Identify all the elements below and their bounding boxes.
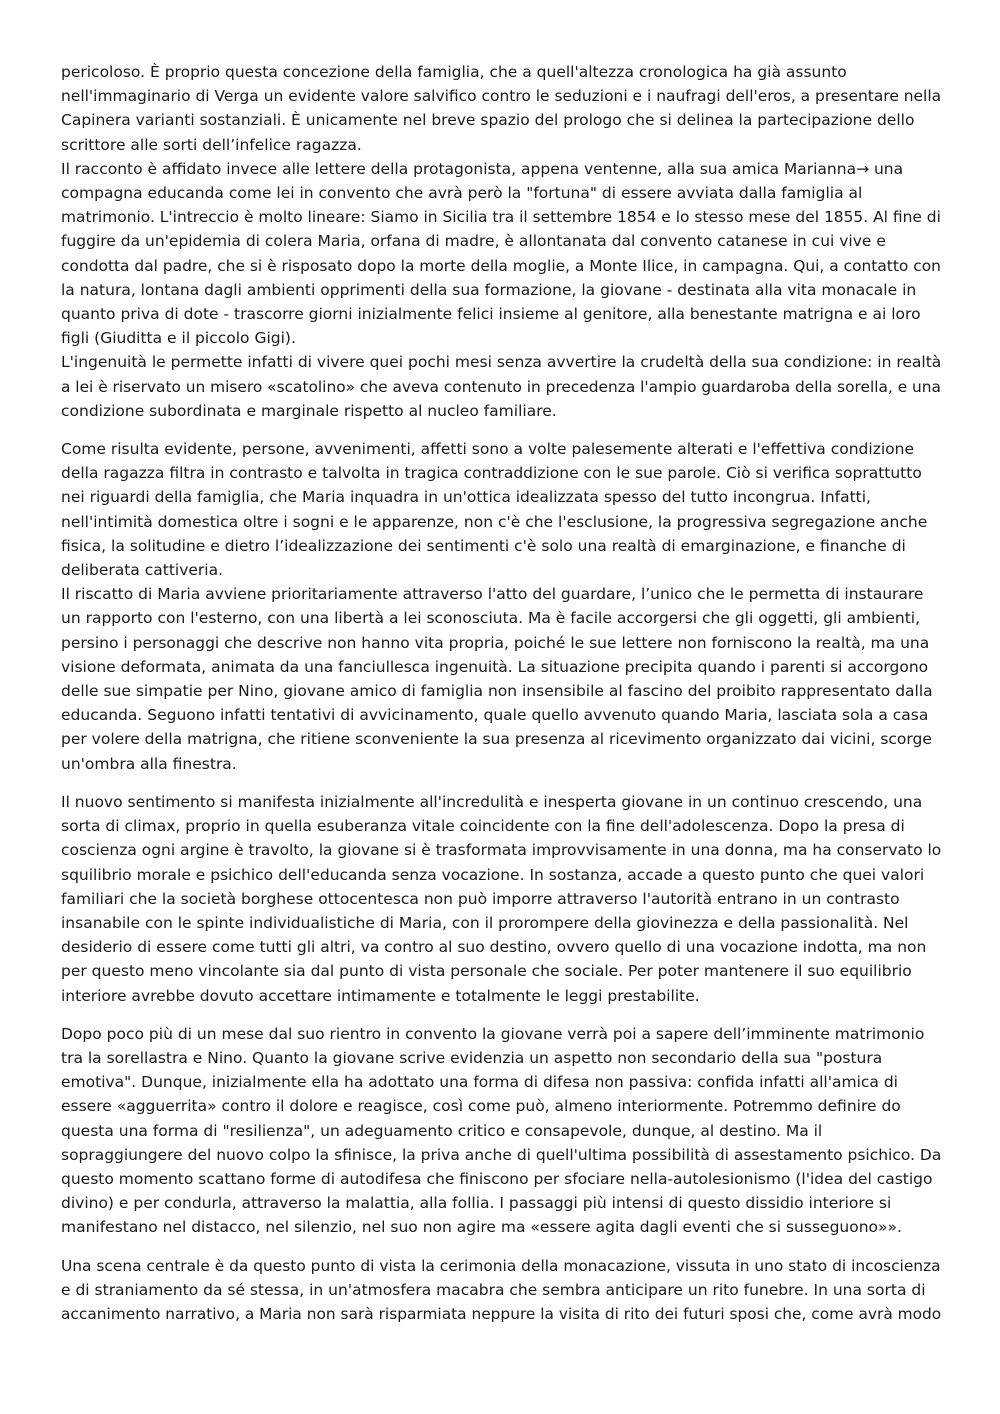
text-line: per volere della matrigna, che ritiene sconveniente la sua presenza al ricevimento organizzato dai vicini, scorge — [61, 730, 932, 749]
text-line: la natura, lontana dagli ambienti opprimenti della sua formazione, la giovane - destinata alla vita monacale in — [61, 280, 917, 299]
text-line: deliberata cattiveria. — [61, 561, 224, 580]
text-line: essere «agguerrita» contro il dolore e reagisce, così come può, almeno interiormente. Potremmo definire do — [61, 1097, 901, 1116]
text-line: divino) e per condurla, attraverso la malattia, alla follia. I passaggi più intensi di questo dissidio interiore si — [61, 1194, 892, 1213]
text-line: squilibrio morale e psichico dell'educanda senza vocazione. In sostanza, accade a questo punto che quei valori — [61, 865, 925, 884]
text-line: familiari che la società borghese ottocentesca non può imporre attraverso l'autorità entrano in un contrasto — [61, 889, 900, 908]
text-line: Una scena centrale è da questo punto di vista la cerimonia della monacazione, vissuta in uno stato di incoscienza — [61, 1256, 941, 1275]
text-line: figli (Giuditta e il piccolo Gigi). — [61, 329, 296, 348]
text-line: accanimento narrativo, a Maria non sarà risparmiata neppure la visita di rito dei futuri sposi che, come avrà modo — [61, 1304, 942, 1323]
text-line: nell'intimità domestica oltre i sogni e le apparenze, non c'è che l'esclusione, la progressiva segregazione anche — [61, 512, 928, 531]
text-line: sopraggiungere del nuovo colpo la sfinisce, la priva anche di quell'ultima possibilità di assestamento psichico. Da — [61, 1145, 942, 1164]
paragraph — [61, 60, 941, 423]
text-line: un rapporto con l'esterno, con una libertà a lei sconosciuta. Ma è facile accorgersi che gli oggetti, gli ambienti, — [61, 609, 921, 628]
text-line: condizione subordinata e marginale rispetto al nucleo familiare. — [61, 401, 557, 420]
document-page — [61, 60, 941, 1340]
text-line: emotiva". Dunque, inizialmente ella ha adottato una forma di difesa non passiva: confida infatti all'amica di — [61, 1073, 898, 1092]
text-line: e di straniamento da sé stessa, in un'atmosfera macabra che sembra anticipare un rito funebre. In una sorta di — [61, 1280, 926, 1299]
text-line: un'ombra alla finestra. — [61, 754, 237, 773]
text-line: interiore avrebbe dovuto accettare intimamente e totalmente le leggi prestabilite. — [61, 986, 700, 1005]
text-line: desiderio di essere come tutti gli altri, va contro al suo destino, ovvero quello di una vocazione indotta, ma non — [61, 938, 927, 957]
text-line: L'ingenuità le permette infatti di vivere quei pochi mesi senza avvertire la crudeltà della sua condizione: in realtà — [61, 353, 942, 372]
text-line: per questo meno vincolante sia dal punto di vista personale che sociale. Per poter mantenere il suo equilibrio — [61, 962, 912, 981]
text-line: quanto priva di dote - trascorre giorni inizialmente felici insieme al genitore, alla benestante matrigna e ai loro — [61, 305, 921, 324]
paragraph — [61, 437, 941, 776]
text-line: Il racconto è affidato invece alle lettere della protagonista, appena ventenne, alla sua amica Marianna→ una — [61, 159, 904, 178]
text-line: sorta di climax, proprio in quella esuberanza vitale coincidente con la fine dell'adolescenza. Dopo la presa di — [61, 817, 905, 836]
text-line: tra la sorellastra e Nino. Quanto la giovane scrive evidenzia un aspetto non secondario della sua "postura — [61, 1048, 883, 1067]
text-line: educanda. Seguono infatti tentativi di avvicinamento, quale quello avvenuto quando Maria, lasciata sola a casa — [61, 706, 929, 725]
text-line: nell'immaginario di Verga un evidente valore salvifico contro le seduzioni e i naufragi dell'eros, a presentare nella — [61, 87, 942, 106]
text-line: condotta dal padre, che si è risposato dopo la morte della moglie, a Monte Ilice, in campagna. Qui, a contatto con — [61, 256, 941, 275]
text-line: manifestano nel distacco, nel silenzio, nel suo non agire ma «essere agita dagli eventi che si susseguono»». — [61, 1218, 902, 1237]
text-line: coscienza ogni argine è travolto, la giovane si è trasformata improvvisamente in una donna, ma ha conservato lo — [61, 841, 942, 860]
text-line: fisica, la solitudine e dietro l’idealizzazione dei sentimenti c'è solo una realtà di emarginazione, e finanche di — [61, 536, 906, 555]
text-line: persino i personaggi che descrive non hanno vita propria, poiché le sue lettere non forniscono la realtà, ma una — [61, 633, 930, 652]
text-line: Il nuovo sentimento si manifesta inizialmente all'incredulità e inesperta giovane in un continuo crescendo, una — [61, 792, 923, 811]
paragraph — [61, 790, 941, 1008]
text-line: questa una forma di "resilienza", un adeguamento critico e consapevole, dunque, al destino. Ma il — [61, 1121, 823, 1140]
text-line: visione deformata, animata da una fanciullesca ingenuità. La situazione precipita quando i parenti si accorgono — [61, 657, 929, 676]
text-line: Come risulta evidente, persone, avvenimenti, affetti sono a volte palesemente alterati e l'effettiva condizione — [61, 440, 914, 459]
text-line: questo momento scattano forme di autodifesa che finiscono per sfociare nella-autolesionismo (l'idea del castigo — [61, 1169, 933, 1188]
text-line: insanabile con le spinte individualistiche di Maria, con il prorompere della giovinezza e della passionalità. Nel — [61, 913, 909, 932]
text-line: matrimonio. L'intreccio è molto lineare: Siamo in Sicilia tra il settembre 1854 e lo stesso mese del 1855. Al fine di — [61, 208, 941, 227]
text-line: nei riguardi della famiglia, che Maria inquadra in un'ottica idealizzata spesso del tutto incongrua. Infatti, — [61, 488, 871, 507]
text-line: pericoloso. È proprio questa concezione della famiglia, che a quell'altezza cronologica ha già assunto — [61, 63, 847, 81]
text-line: scrittore alle sorti dell’infelice ragazza. — [61, 135, 362, 154]
text-line: Capinera varianti sostanziali. È unicamente nel breve spazio del prologo che si delinea la partecipazione dello — [61, 111, 915, 130]
text-line: Il riscatto di Maria avviene prioritariamente attraverso l'atto del guardare, l’unico che le permetta di instaurare — [61, 585, 924, 604]
paragraph — [61, 1022, 941, 1240]
text-line: delle sue simpatie per Nino, giovane amico di famiglia non insensibile al fascino del proibito rappresentato dalla — [61, 682, 933, 701]
text-line: a lei è riservato un misero «scatolino» che aveva contenuto in precedenza l'ampio guardaroba della sorella, e una — [61, 377, 941, 396]
text-line: compagna educanda come lei in convento che avrà però la "fortuna" di essere avviata dalla famiglia al — [61, 184, 863, 203]
paragraph — [61, 1254, 941, 1327]
text-line: fuggire da un'epidemia di colera Maria, orfana di madre, è allontanata dal convento catanese in cui vive e — [61, 232, 886, 251]
text-line: della ragazza filtra in contrasto e talvolta in tragica contraddizione con le sue parole. Ciò si verifica soprattutto — [61, 464, 922, 483]
text-line: Dopo poco più di un mese dal suo rientro in convento la giovane verrà poi a sapere dell’imminente matrimonio — [61, 1024, 925, 1043]
